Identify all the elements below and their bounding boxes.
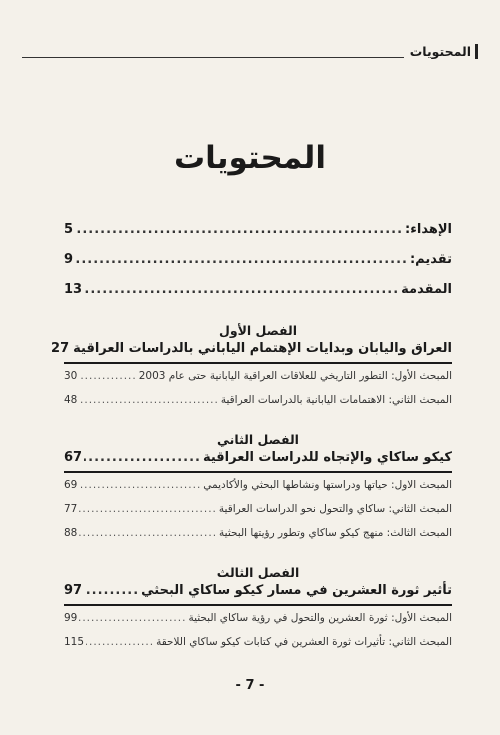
section-title: المبحث الثاني: ساكاي والتحول نحو الدراسات العراقية [218, 503, 452, 515]
running-header [22, 40, 478, 62]
chapter-label: الفصل الأول [218, 323, 297, 338]
toc-entry-title: تقديم: [409, 252, 452, 267]
section-title: المبحث الثالث: منهج كيكو ساكاي وتطور رؤيتها البحثية [219, 527, 452, 539]
section-entry [64, 636, 452, 654]
chapter-entry [64, 450, 452, 473]
header-rule [22, 57, 404, 58]
leader-dots [84, 450, 201, 465]
toc-entry [64, 282, 452, 303]
toc-entry-title: المقدمة [401, 282, 452, 297]
toc-entry [64, 252, 452, 273]
section-page: 99 [64, 612, 78, 624]
section-entry [64, 370, 452, 388]
chapter-entry [51, 341, 452, 364]
section-title: المبحث الأول: ثورة العشرين والتحول في رؤية ساكاي البحثية [188, 612, 452, 624]
page-number: - 7 - [235, 678, 265, 693]
section-entry [64, 527, 452, 545]
section-page: 30 [64, 370, 78, 382]
chapter-entry [64, 583, 452, 606]
leader-dots [79, 370, 136, 382]
section-entry [64, 479, 452, 497]
chapter-label: الفصل الثالث [216, 565, 300, 580]
leader-dots [84, 583, 139, 598]
chapter-label: الفصل الثاني [217, 432, 299, 447]
leader-dots [84, 282, 399, 297]
running-header-label: المحتويات [409, 43, 471, 59]
chapter-page: 67 [64, 450, 83, 465]
leader-dots [75, 222, 403, 237]
section-entry [64, 503, 452, 521]
toc-entry-title: الإهداء: [405, 222, 452, 237]
section-entry [64, 612, 452, 630]
section-page: 69 [64, 479, 78, 491]
section-page: 48 [64, 394, 78, 406]
chapter-title: تأثير ثورة العشرين في مسار كيكو ساكاي البحثي [141, 583, 452, 598]
leader-dots [86, 636, 154, 648]
section-entry [64, 394, 452, 412]
chapter-page: 27 [51, 341, 70, 356]
section-page: 115 [64, 636, 85, 648]
chapter-title: العراق واليابان وبدايات الإهتمام الياباني بالدراسات العراقية [73, 341, 452, 356]
table-of-contents [51, 222, 452, 654]
leader-dots [79, 503, 217, 515]
section-page: 88 [64, 527, 78, 539]
section-title: المبحث الأول: التطور التاريخي للعلاقات العراقية اليابانية حتى عام 2003 [138, 370, 452, 382]
leader-dots [75, 252, 408, 267]
chapter-title: كيكو ساكاي والإتجاه للدراسات العراقية [202, 450, 452, 465]
section-title: المبحث الثاني: الاهتمامات اليابانية بالدراسات العراقية [220, 394, 452, 406]
leader-dots [79, 394, 218, 406]
leader-dots [79, 527, 217, 539]
page-title: المحتويات [174, 140, 326, 176]
header-bar [475, 44, 478, 59]
toc-entry-page: 13 [64, 282, 83, 297]
section-title: المبحث الاول: حياتها ودراستها ونشاطها البحثي والأكاديمي [203, 479, 452, 491]
section-page: 77 [64, 503, 78, 515]
toc-entry-page: 9 [64, 252, 74, 267]
leader-dots [79, 479, 201, 491]
chapter-page: 97 [64, 583, 83, 598]
toc-entry [64, 222, 452, 243]
toc-entry-page: 5 [64, 222, 74, 237]
leader-dots [79, 612, 186, 624]
section-title: المبحث الثاني: تأثيرات ثورة العشرين في كتابات كيكو ساكاي اللاحقة [156, 636, 452, 648]
